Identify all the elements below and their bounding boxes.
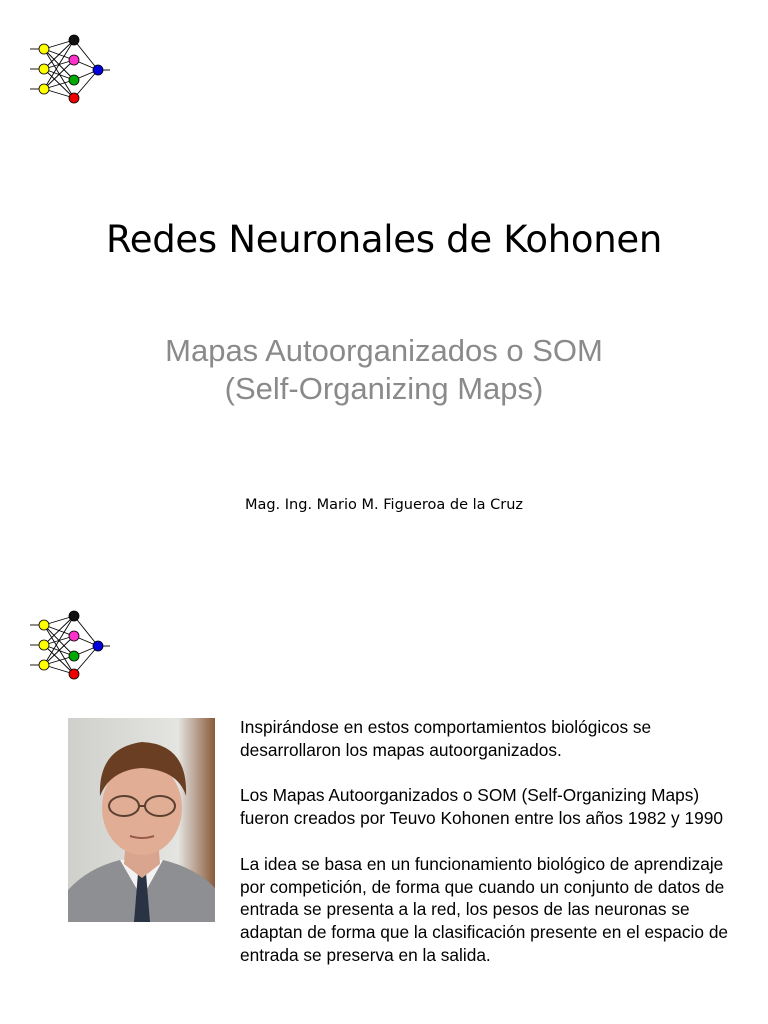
paragraph-3: La idea se basa en un funcionamiento biológico de aprendizaje por competición, de forma que cuando un conjunto de datos de entrada se presenta a la red, los pesos de las neuronas se adaptan de forma que la clasificación presente en el espacio de entrada se preserva en la salida.: [240, 853, 729, 965]
slide-title: Redes Neuronales de Kohonen: [106, 218, 662, 261]
slide-subtitle: [0, 332, 768, 408]
neural-network-icon: [24, 606, 114, 686]
subtitle-line-2: (Self-Organizing Maps): [224, 371, 544, 406]
subtitle-line-1: Mapas Autoorganizados o SOM: [165, 333, 603, 368]
neural-network-icon: [24, 30, 114, 110]
slide-body-text: [240, 716, 740, 967]
paragraph-1: Inspirándose en estos comportamientos biológicos se desarrollaron los mapas autoorganizados.: [240, 717, 652, 760]
portrait-photo: [68, 718, 215, 922]
author-name: Mag. Ing. Mario M. Figueroa de la Cruz: [244, 497, 524, 513]
paragraph-2: Los Mapas Autoorganizados o SOM (Self-Organizing Maps) fueron creados por Teuvo Kohonen entre los años 1982 y 1990: [240, 785, 723, 829]
content-slide: [0, 596, 768, 1024]
